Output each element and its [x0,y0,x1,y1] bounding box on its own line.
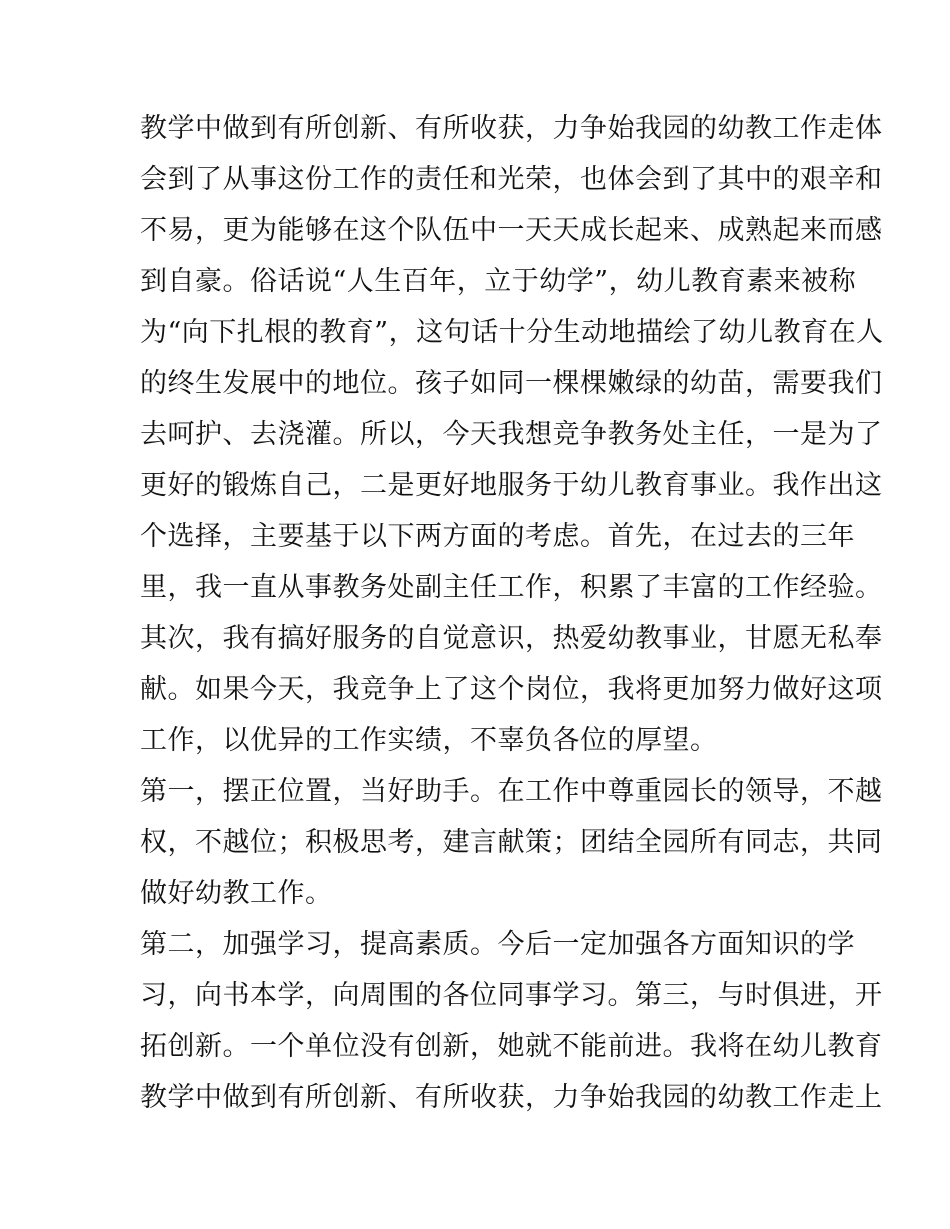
text-line: 拓创新。一个单位没有创新，她就不能前进。我将在幼儿教育 [140,1031,883,1062]
text-line: 教学中做到有所创新、有所收获，力争始我园的幼教工作走体 [140,113,883,144]
text-line: 的终生发展中的地位。孩子如同一棵棵嫩绿的幼苗，需要我们 [140,368,883,399]
text-line: 教学中做到有所创新、有所收获，力争始我园的幼教工作走上 [140,1082,883,1113]
text-line: 习，向书本学，向周围的各位同事学习。第三，与时俱进，开 [140,980,883,1011]
text-line: 第二，加强学习，提高素质。今后一定加强各方面知识的学 [140,929,855,960]
text-line: 献。如果今天，我竞争上了这个岗位，我将更加努力做好这项 [140,674,883,705]
text-line: 不易，更为能够在这个队伍中一天天成长起来、成熟起来而感 [140,215,883,246]
text-line: 做好幼教工作。 [140,878,333,909]
text-line: 个选择，主要基于以下两方面的考虑。首先，在过去的三年 [140,521,855,552]
text-line: 会到了从事这份工作的责任和光荣，也体会到了其中的艰辛和 [140,164,883,195]
text-line: 工作，以优异的工作实绩，不辜负各位的厚望。 [140,725,718,756]
text-line: 去呵护、去浇灌。所以，今天我想竞争教务处主任，一是为了 [140,419,883,450]
text-line: 到自豪。俗话说“人生百年，立于幼学”，幼儿教育素来被称 [140,266,857,297]
text-line: 更好的锻炼自己，二是更好地服务于幼儿教育事业。我作出这 [140,470,883,501]
text-line: 其次，我有搞好服务的自觉意识，热爱幼教事业，甘愿无私奉 [140,623,883,654]
text-line: 为“向下扎根的教育”，这句话十分生动地描绘了幼儿教育在人 [140,317,884,348]
text-line: 里，我一直从事教务处副主任工作，积累了丰富的工作经验。 [140,572,883,603]
document-body [140,103,884,1123]
text-line: 权，不越位；积极思考，建言献策；团结全园所有同志，共同 [140,827,883,858]
text-line: 第一，摆正位置，当好助手。在工作中尊重园长的领导，不越 [140,776,883,807]
